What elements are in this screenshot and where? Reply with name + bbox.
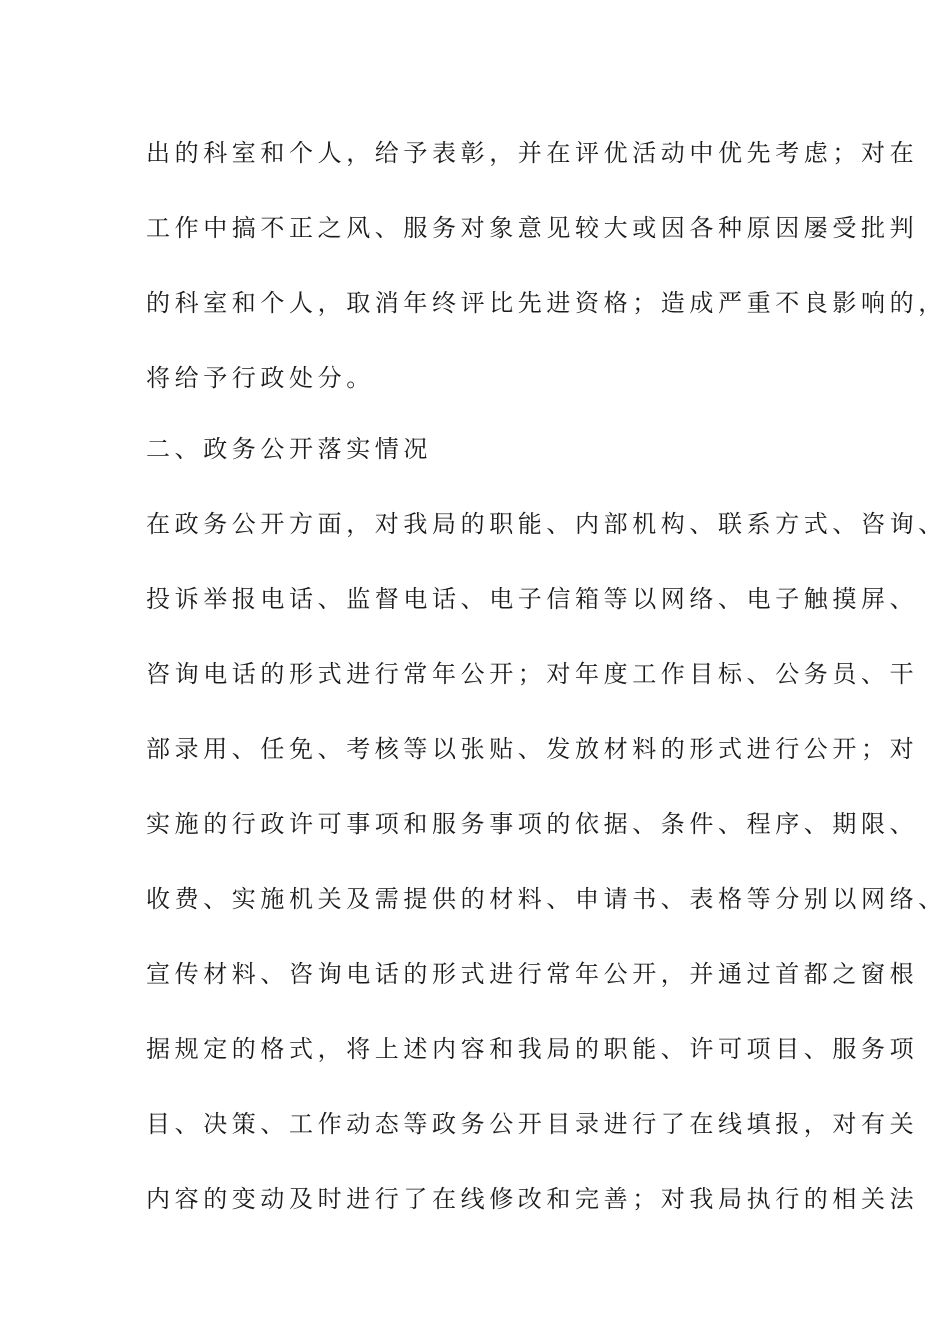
text-line-9: 部录用、任免、考核等以张贴、发放材料的形式进行公开；对 (146, 735, 919, 763)
text-line-6: 在政务公开方面，对我局的职能、内部机构、联系方式、咨询、 (146, 510, 947, 538)
text-line-4: 将给予行政处分。 (146, 364, 375, 392)
text-line-12: 宣传材料、咨询电话的形式进行常年公开，并通过首都之窗根 (146, 960, 919, 988)
text-line-8: 咨询电话的形式进行常年公开；对年度工作目标、公务员、干 (146, 660, 919, 688)
text-line-11: 收费、实施机关及需提供的材料、申请书、表格等分别以网络、 (146, 885, 947, 913)
text-line-15: 内容的变动及时进行了在线修改和完善；对我局执行的相关法 (146, 1185, 919, 1213)
text-line-14: 目、决策、工作动态等政务公开目录进行了在线填报，对有关 (146, 1110, 919, 1138)
section-heading: 二、政务公开落实情况 (146, 435, 432, 463)
text-line-10: 实施的行政许可事项和服务事项的依据、条件、程序、期限、 (146, 810, 919, 838)
text-line-3: 的科室和个人，取消年终评比先进资格；造成严重不良影响的， (146, 289, 947, 317)
text-line-7: 投诉举报电话、监督电话、电子信箱等以网络、电子触摸屏、 (146, 585, 919, 613)
text-line-2: 工作中搞不正之风、服务对象意见较大或因各种原因屡受批判 (146, 214, 919, 242)
text-line-13: 据规定的格式，将上述内容和我局的职能、许可项目、服务项 (146, 1035, 919, 1063)
text-line-1: 出的科室和个人，给予表彰，并在评优活动中优先考虑；对在 (146, 139, 919, 167)
